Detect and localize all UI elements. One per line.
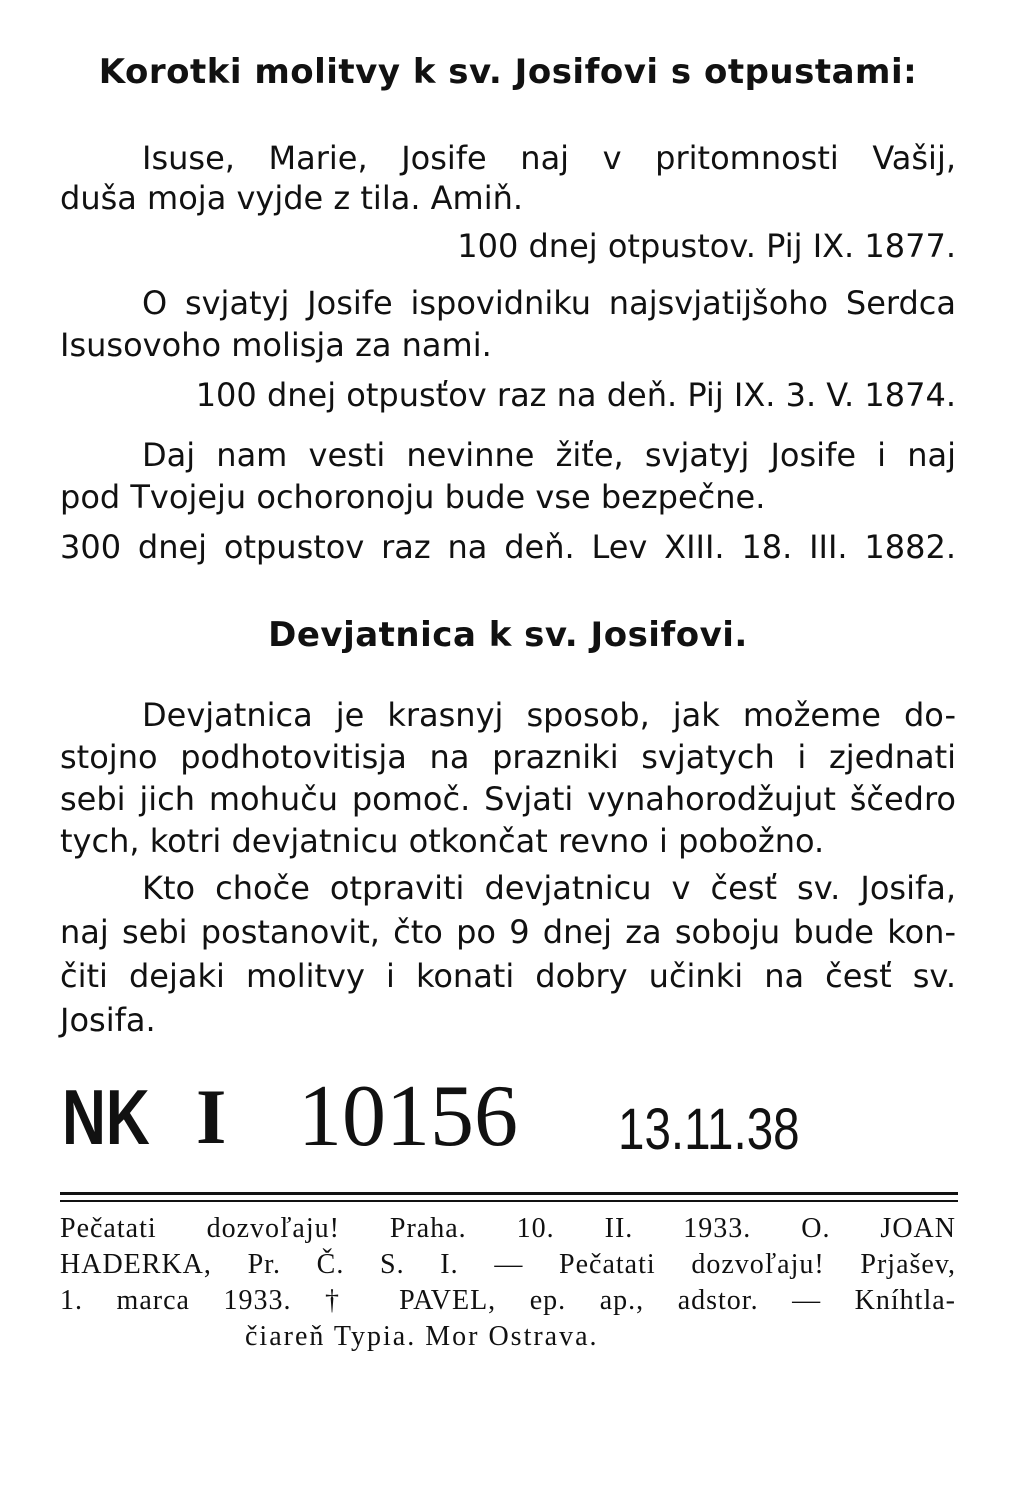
imprint-line-2: HADERKA, Pr. Č. S. I. — Pečatati dozvoľaju! Prjašev,	[60, 1249, 956, 1280]
novena-paragraph-2-line-4: Josifa.	[60, 1001, 156, 1039]
novena-paragraph-1-line-4: tych, kotri devjatnicu otkončat revno i pobožno.	[60, 822, 825, 860]
prayer-2-line-1: O svjatyj Josife ispovidniku najsvjatijšoho Serdca	[142, 284, 956, 322]
stamp-roman: I	[196, 1073, 227, 1160]
stamp-number: 10156	[298, 1068, 518, 1165]
prayer-1-line-1: Isuse, Marie, Josife naj v pritomnosti Vašij,	[142, 139, 956, 177]
prayer-1-indulgence: 100 dnej otpustov. Pij IX. 1877.	[457, 227, 956, 265]
novena-paragraph-2-line-3: čiti dejaki molitvy i konati dobry učinki na česť sv.	[60, 957, 956, 995]
prayer-2-indulgence: 100 dnej otpusťov raz na deň. Pij IX. 3. V. 1874.	[195, 376, 956, 414]
novena-paragraph-1-line-3: sebi jich mohuču pomoč. Svjati vynahorodžujut ščedro	[60, 780, 956, 818]
novena-paragraph-1-line-2: stojno podhotovitisja na prazniki svjatych i zjednati	[60, 738, 956, 776]
imprint-line-1: Pečatati dozvoľaju! Praha. 10. II. 1933. O. JOAN	[60, 1213, 956, 1244]
prayer-3-line-2: pod Tvojeju ochoronoju bude vse bezpečne.	[60, 478, 766, 516]
prayer-1-line-2: duša moja vyjde z tila. Amiň.	[60, 179, 524, 217]
imprint-line-3: 1. marca 1933. † PAVEL, ep. ap., adstor. — Kníhtla-	[60, 1285, 956, 1316]
novena-paragraph-2-line-2: naj sebi postanovit, čto po 9 dnej za soboju bude kon-	[60, 913, 956, 951]
section-title-short-prayers: Korotki molitvy k sv. Josifovi s otpustami:	[98, 52, 918, 92]
divider-rule-bottom	[60, 1200, 958, 1202]
section-title-novena: Devjatnica k sv. Josifovi.	[268, 615, 748, 655]
novena-paragraph-1-line-1: Devjatnica je krasnyj sposob, jak možeme do-	[142, 696, 956, 734]
novena-paragraph-2-line-1: Kto choče otpraviti devjatnicu v česť sv. Josifa,	[142, 869, 956, 907]
prayer-3-indulgence: 300 dnej otpustov raz na deň. Lev XIII. 18. III. 1882.	[60, 528, 956, 566]
prayer-2-line-2: Isusovoho molisja za nami.	[60, 326, 492, 364]
divider-rule-top	[60, 1192, 958, 1195]
imprint-line-4: čiareň Typia. Mor Ostrava.	[245, 1321, 599, 1352]
prayer-3-line-1: Daj nam vesti nevinne žiťe, svjatyj Josife i naj	[142, 436, 956, 474]
stamp-prefix: NK	[62, 1073, 150, 1161]
stamp-date: 13.11.38	[618, 1097, 800, 1162]
